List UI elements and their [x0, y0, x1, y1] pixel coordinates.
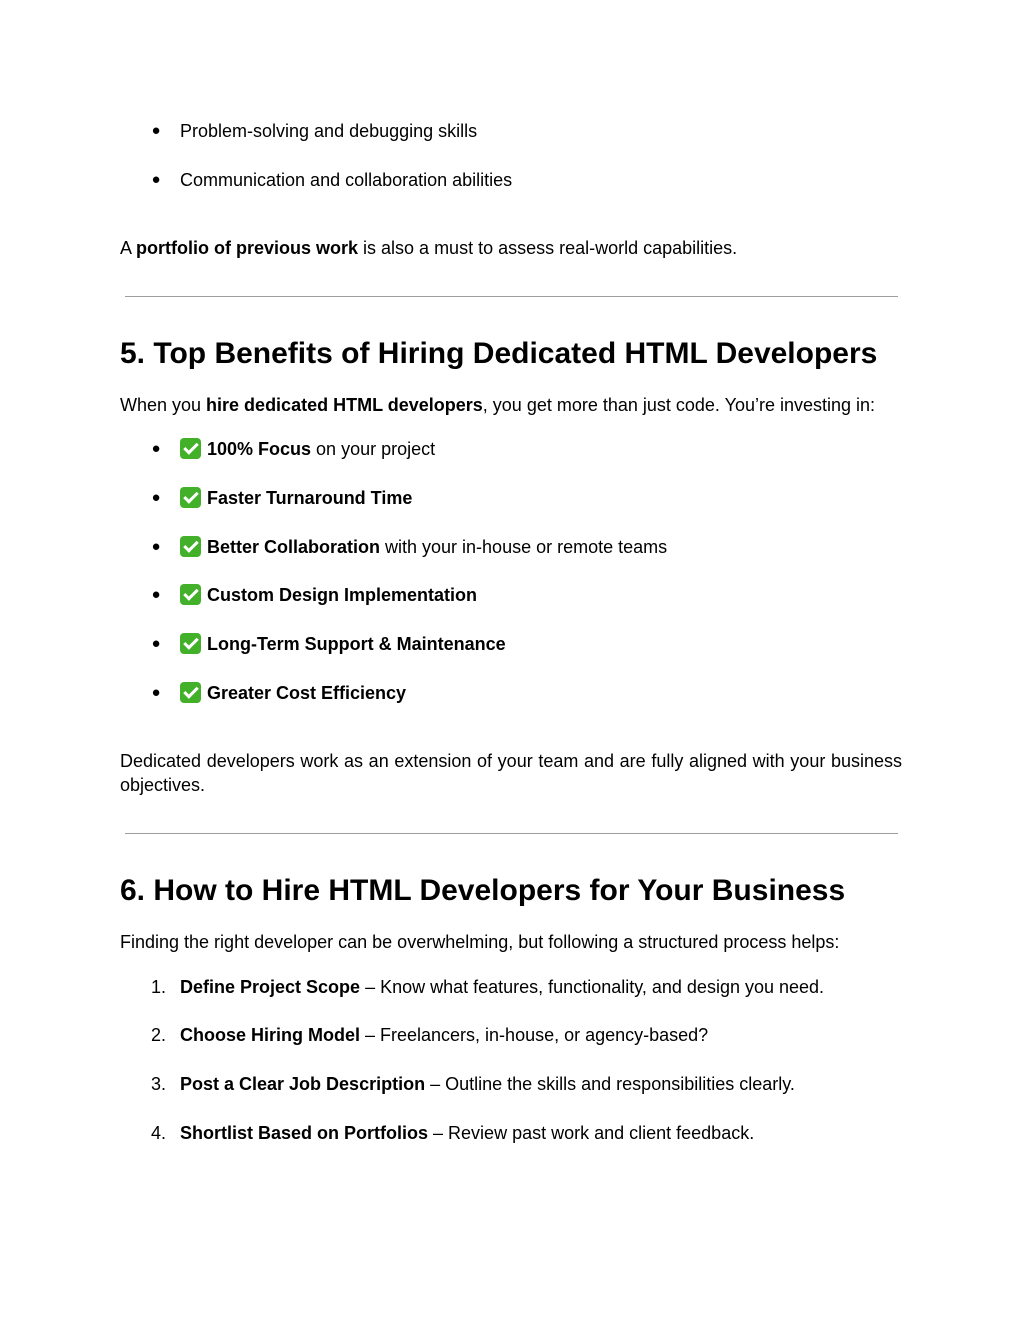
- text-run: – Review past work and client feedback.: [428, 1123, 755, 1143]
- list-item: Communication and collaboration abilities: [180, 170, 513, 190]
- bold-run: Better Collaboration: [207, 537, 381, 557]
- check-mark-icon: [180, 584, 201, 605]
- list-item: [180, 1072, 795, 1096]
- list-item: [180, 975, 824, 999]
- text-run: is also a must to assess real-world capabilities.: [358, 238, 738, 258]
- check-mark-icon: [180, 633, 201, 654]
- bullet: ●: [151, 635, 161, 652]
- bold-run: Custom Design Implementation: [207, 585, 478, 605]
- list-number: 1.: [150, 977, 166, 997]
- list-item: [180, 1023, 708, 1047]
- text-run: on your project: [311, 439, 436, 459]
- portfolio-paragraph: [120, 236, 737, 260]
- bullet: ●: [151, 489, 161, 506]
- list-item: [180, 486, 412, 510]
- bold-run: Shortlist Based on Portfolios: [180, 1123, 429, 1143]
- check-mark-icon: [180, 536, 201, 557]
- closing-paragraph: Dedicated developers work as an extension of your team and are fully aligned with your business objectives.: [120, 751, 902, 795]
- text-run: When you: [120, 395, 207, 415]
- text-run: A: [120, 238, 137, 258]
- bullet: ●: [151, 122, 161, 139]
- list-number: 2.: [150, 1025, 166, 1045]
- text-run: – Outline the skills and responsibilities clearly.: [425, 1074, 795, 1094]
- text-run: with your in-house or remote teams: [380, 537, 668, 557]
- bold-run: hire dedicated HTML developers: [206, 395, 483, 415]
- list-item: [180, 632, 506, 656]
- list-item: [180, 535, 667, 559]
- check-mark-icon: [180, 487, 201, 508]
- bold-run: Long-Term Support & Maintenance: [207, 634, 506, 654]
- list-item: [180, 681, 406, 705]
- check-mark-icon: [180, 682, 201, 703]
- list-item: [180, 437, 435, 461]
- bold-run: Post a Clear Job Description: [180, 1074, 426, 1094]
- list-item: [180, 1121, 754, 1145]
- horizontal-divider: [125, 833, 898, 834]
- bold-run: portfolio of previous work: [136, 238, 359, 258]
- bullet: ●: [151, 684, 161, 701]
- text-run: – Know what features, functionality, and design you need.: [360, 977, 825, 997]
- text-run: , you get more than just code. You’re investing in:: [482, 395, 876, 415]
- bullet: ●: [151, 586, 161, 603]
- horizontal-divider: [125, 296, 898, 297]
- section-intro: [120, 393, 875, 417]
- bold-run: Choose Hiring Model: [180, 1025, 360, 1045]
- bold-run: Greater Cost Efficiency: [207, 683, 407, 703]
- bullet: ●: [151, 440, 161, 457]
- list-number: 3.: [150, 1074, 166, 1094]
- bullet: ●: [151, 171, 161, 188]
- list-item: [180, 583, 477, 607]
- bold-run: Faster Turnaround Time: [207, 488, 413, 508]
- bold-run: 100% Focus: [207, 439, 312, 459]
- list-item: Problem-solving and debugging skills: [180, 121, 478, 141]
- list-number: 4.: [150, 1123, 166, 1143]
- text-run: – Freelancers, in-house, or agency-based?: [360, 1025, 709, 1045]
- section-heading: 6. How to Hire HTML Developers for Your Business: [120, 874, 846, 907]
- section-heading: 5. Top Benefits of Hiring Dedicated HTML Developers: [120, 337, 878, 370]
- section-intro: Finding the right developer can be overwhelming, but following a structured process helps:: [120, 932, 840, 952]
- bullet: ●: [151, 538, 161, 555]
- check-mark-icon: [180, 438, 201, 459]
- bold-run: Define Project Scope: [180, 977, 361, 997]
